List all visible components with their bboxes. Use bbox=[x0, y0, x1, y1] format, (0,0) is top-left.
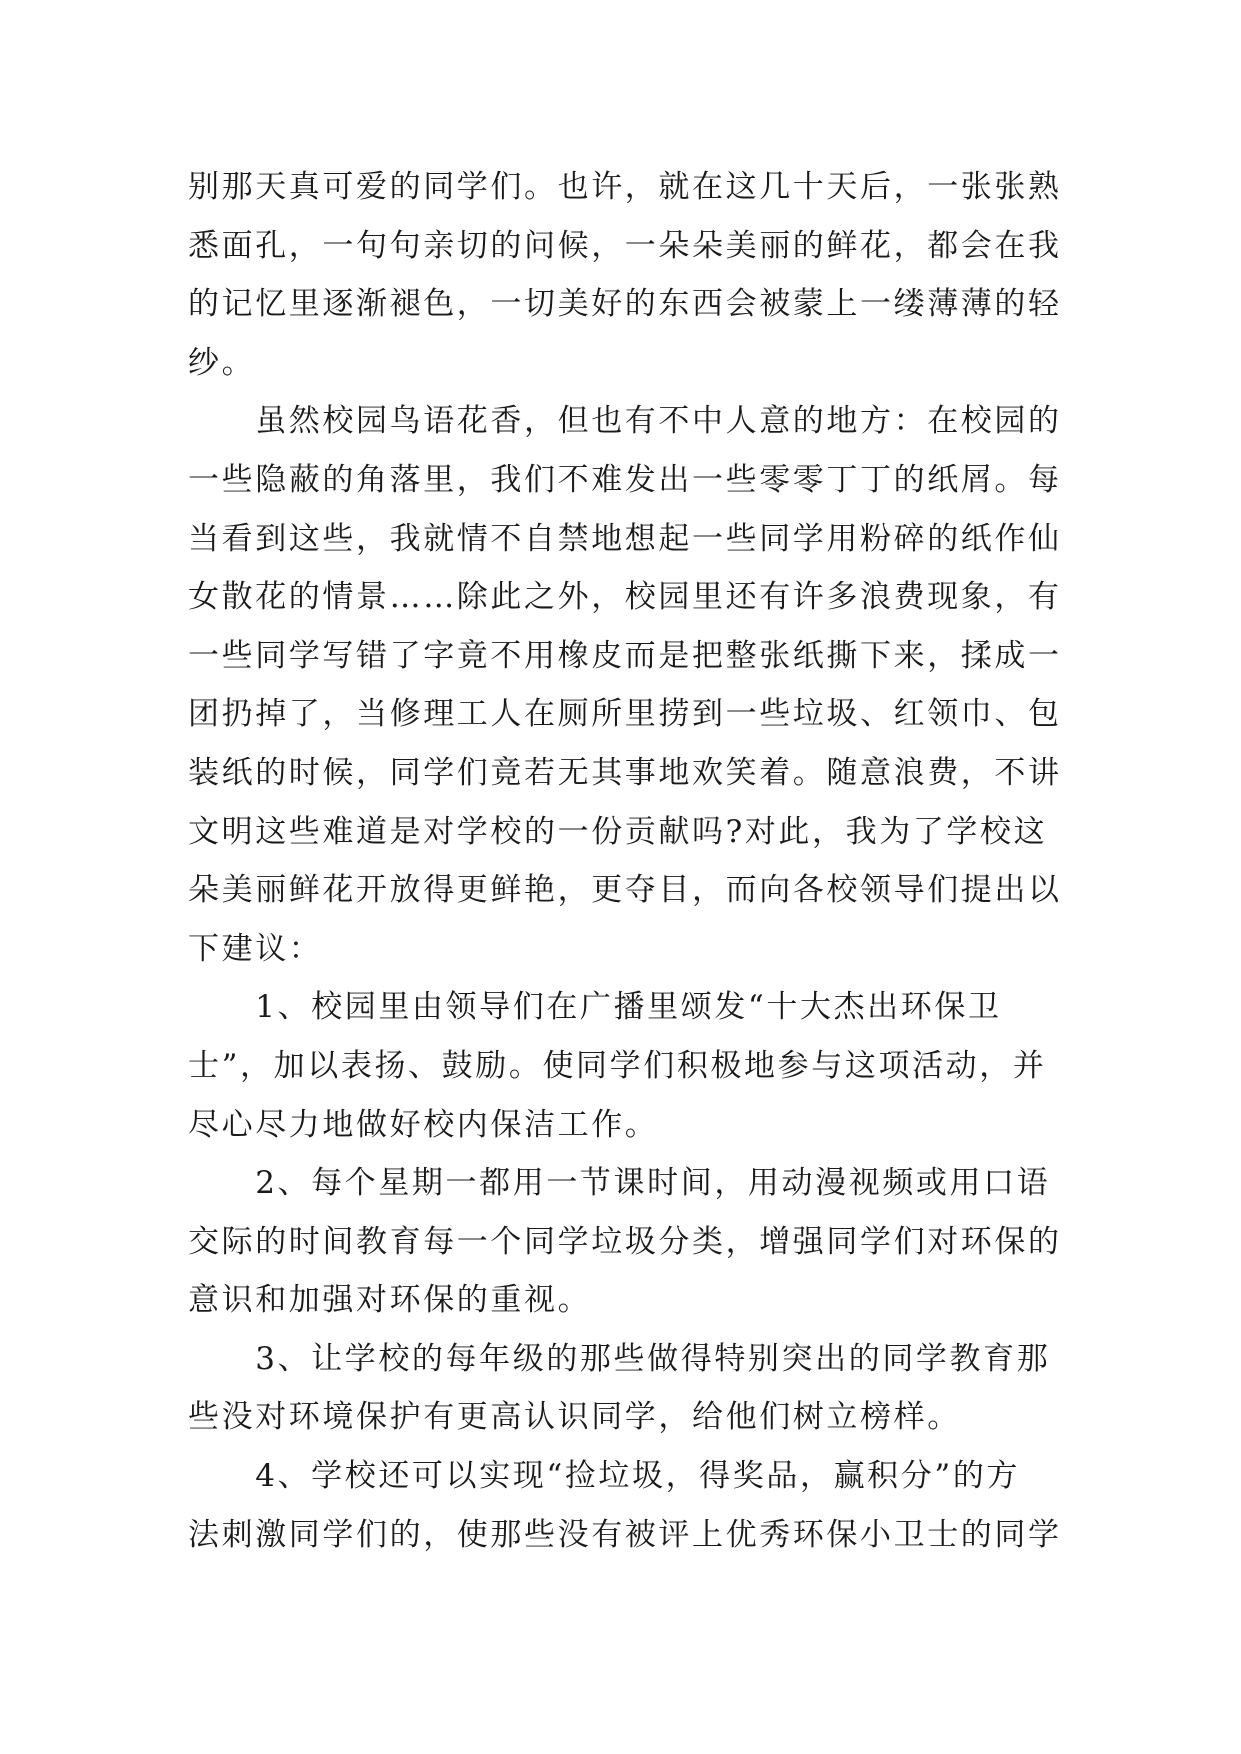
text-line: 士”，加以表扬、鼓励。使同学们积极地参与这项活动，并 bbox=[188, 1047, 1047, 1084]
text-line: 2、每个星期一都用一节课时间，用动漫视频或用口语 bbox=[188, 1165, 1051, 1202]
text-line: 朵美丽鲜花开放得更鲜艳，更夺目，而向各校领导们提出以 bbox=[188, 872, 1062, 909]
text-line: 别那天真可爱的同学们。也许，就在这几十天后，一张张熟 bbox=[188, 169, 1062, 205]
text-line: 4、学校还可以实现“捡垃圾，得奖品，赢积分”的方 bbox=[188, 1458, 1021, 1495]
text-line: 意识和加强对环保的重视。 bbox=[188, 1282, 592, 1319]
text-line: 悉面孔，一句句亲切的问候，一朵朵美丽的鲜花，都会在我 bbox=[188, 227, 1062, 264]
text-line: 的记忆里逐渐褪色，一切美好的东西会被蒙上一缕薄薄的轻 bbox=[188, 286, 1062, 323]
text-line: 虽然校园鸟语花香，但也有不中人意的地方：在校园的 bbox=[188, 403, 1062, 440]
text-line: 装纸的时候，同学们竟若无其事地欢笑着。随意浪费，不讲 bbox=[188, 754, 1062, 791]
paragraph-suggestion-4 bbox=[188, 1447, 1062, 1564]
text-line: 当看到这些，我就情不自禁地想起一些同学用粉碎的纸作仙 bbox=[188, 520, 1062, 557]
paragraph-suggestion-3 bbox=[188, 1330, 1058, 1447]
text-line: 法刺激同学们的，使那些没有被评上优秀环保小卫士的同学 bbox=[188, 1516, 1062, 1553]
paragraph-suggestion-2 bbox=[188, 1154, 1062, 1330]
text-line: 一些同学写错了字竟不用橡皮而是把整张纸撕下来，揉成一 bbox=[188, 637, 1062, 674]
text-line: 女散花的情景……除此之外，校园里还有许多浪费现象，有 bbox=[188, 579, 1062, 616]
text-line: 交际的时间教育每一个同学垃圾分类，增强同学们对环保的 bbox=[188, 1223, 1062, 1260]
text-line: 1、校园里由领导们在广播里颂发“十大杰出环保卫 bbox=[188, 989, 1002, 1026]
text-line: 文明这些难道是对学校的一份贡献吗?对此，我为了学校这 bbox=[188, 813, 1048, 850]
text-line: 3、让学校的每年级的那些做得特别突出的同学教育那 bbox=[188, 1340, 1051, 1377]
paragraph-2 bbox=[188, 392, 1062, 978]
document-body bbox=[188, 158, 1062, 1564]
paragraph-1 bbox=[188, 158, 1062, 392]
text-line: 尽心尽力地做好校内保洁工作。 bbox=[188, 1106, 659, 1143]
text-line: 些没对环境保护有更高认识同学，给他们树立榜样。 bbox=[188, 1399, 961, 1436]
text-line: 团扔掉了，当修理工人在厕所里捞到一些垃圾、红领巾、包 bbox=[188, 696, 1062, 733]
paragraph-suggestion-1 bbox=[188, 978, 1058, 1154]
text-line: 纱。 bbox=[188, 344, 256, 381]
text-line: 一些隐蔽的角落里，我们不难发出一些零零丁丁的纸屑。每 bbox=[188, 461, 1062, 498]
text-line: 下建议： bbox=[188, 930, 323, 967]
